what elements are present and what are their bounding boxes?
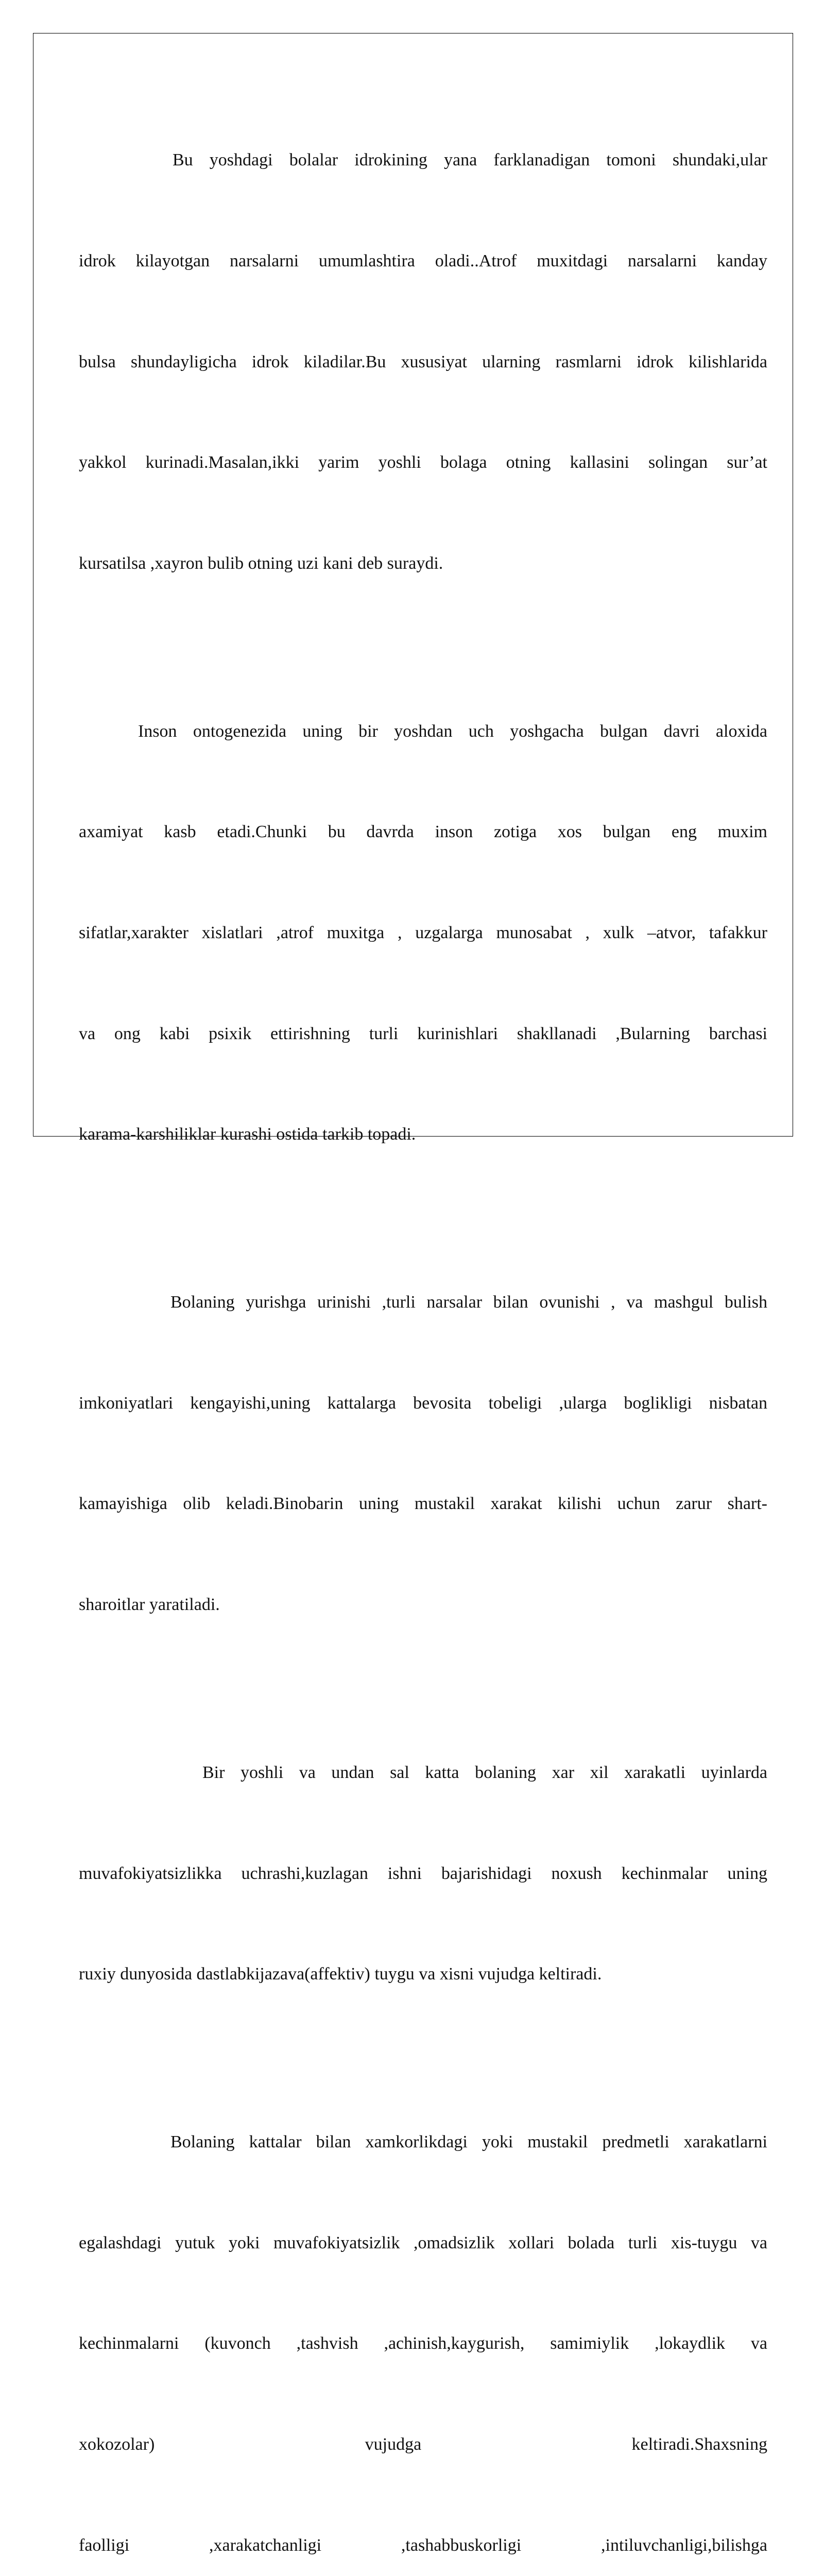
text-line: ruxiy dunyosida dastlabkijazava(affektiv) tuygu va xisni vujudga keltiradi. [79, 1964, 602, 1984]
text-line: kechinmalarni (kuvonch ,tashvish ,achinish,kaygurish, samimiylik ,lokaydlik va [79, 2334, 767, 2353]
paragraph-5 [79, 2058, 767, 2576]
text-line: kursatilsa ,xayron bulib otning uzi kani deb suraydi. [79, 553, 443, 573]
text-line: egalashdagi yutuk yoki muvafokiyatsizlik ,omadsizlik xollari bolada turli xis-tuygu va [79, 2233, 767, 2252]
text-line: Bolaning yurishga urinishi ,turli narsalar bilan ovunishi , va mashgul bulish [170, 1293, 767, 1312]
text-line: sharoitlar yaratiladi. [79, 1595, 220, 1614]
text-line: yakkol kurinadi.Masalan,ikki yarim yoshli bolaga otning kallasini solingan sur’at [79, 453, 767, 472]
text-line: muvafokiyatsizlikka uchrashi,kuzlagan ishni bajarishidagi noxush kechinmalar uning [79, 1863, 767, 1883]
text-line: imkoniyatlari kengayishi,uning kattalarga bevosita tobeligi ,ularga boglikligi nisbatan [79, 1393, 767, 1413]
paragraph-3 [79, 1218, 767, 1689]
text-line: axamiyat kasb etadi.Chunki bu davrda inson zotiga xos bulgan eng muxim [79, 822, 767, 842]
text-line: karama-karshiliklar kurashi ostida tarkib topadi. [79, 1125, 416, 1144]
text-line: Bir yoshli va undan sal katta bolaning xar xil xarakatli uyinlarda [202, 1762, 767, 1782]
paragraph-1 [79, 76, 767, 647]
text-line: Inson ontogenezida uning bir yoshdan uch yoshgacha bulgan davri aloxida [138, 721, 767, 741]
paragraph-2 [79, 647, 767, 1218]
text-line: idrok kilayotgan narsalarni umumlashtira oladi..Atrof muxitdagi narsalarni kanday [79, 251, 767, 270]
text-line: va ong kabi psixik ettirishning turli kurinishlari shakllanadi ,Bularning barchasi [79, 1024, 767, 1043]
text-line: kamayishiga olib keladi.Binobarin uning mustakil xarakat kilishi uchun zarur shart- [79, 1494, 767, 1514]
text-line: bulsa shundayligicha idrok kiladilar.Bu xususiyat ularning rasmlarni idrok kilishlarida [79, 352, 767, 371]
text-line: sifatlar,xarakter xislatlari ,atrof muxitga , uzgalarga munosabat , xulk –atvor, tafakkur [79, 923, 767, 942]
paragraph-4 [79, 1689, 767, 2058]
document-body [79, 76, 767, 2576]
text-line: Bolaning kattalar bilan xamkorlikdagi yoki mustakil predmetli xarakatlarni [170, 2132, 767, 2152]
text-line: xokozolar) vujudga keltiradi.Shaxsning [79, 2434, 767, 2454]
text-line: Bu yoshdagi bolalar idrokining yana farklanadigan tomoni shundaki,ular [173, 150, 767, 170]
text-line: faolligi ,xarakatchanligi ,tashabbuskorligi ,intiluvchanligi,bilishga [79, 2535, 767, 2555]
